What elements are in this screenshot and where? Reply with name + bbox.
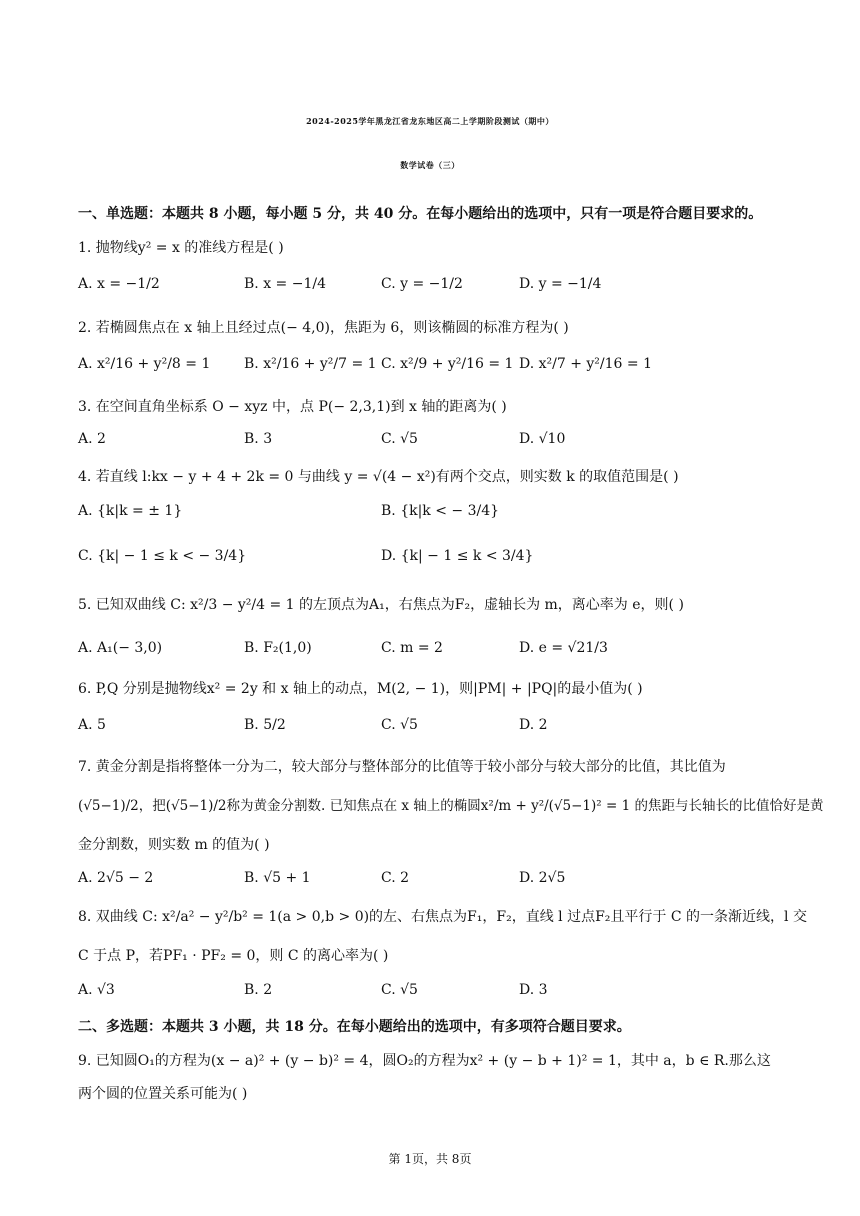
question-6-option-b: B. 5/2 (244, 717, 286, 733)
question-7-option-c: C. 2 (381, 870, 410, 886)
question-3-option-a: A. 2 (78, 431, 106, 447)
question-2-option-a: A. x²/16 + y²/8 = 1 (78, 356, 211, 372)
question-9-stem-line-1: 9. 已知圆O₁的方程为(x − a)² + (y − b)² = 4，圆O₂的方程为x² + (y − b + 1)² = 1，其中 a，b ∈ R.那么这 (78, 1053, 771, 1069)
question-5-option-b: B. F₂(1,0) (244, 640, 312, 656)
question-7-option-d: D. 2√5 (519, 870, 566, 886)
question-8-stem-line-2: C 于点 P，若PF₁ · PF₂ = 0，则 C 的离心率为( ) (78, 948, 389, 964)
section-heading-multiple-choice: 二、多选题：本题共 3 小题，共 18 分。在每小题给出的选项中，有多项符合题目要求。 (78, 1019, 631, 1035)
question-7-stem-line-1: 7. 黄金分割是指将整体一分为二，较大部分与整体部分的比值等于较小部分与较大部分的比值，其比值为 (78, 759, 726, 775)
question-7-option-a: A. 2√5 − 2 (78, 870, 154, 886)
question-7-stem-line-2: (√5−1)/2，把(√5−1)/2称为黄金分割数. 已知焦点在 x 轴上的椭圆x²/m + y²/(√5−1)² = 1 的焦距与长轴长的比值恰好是黄 (78, 798, 824, 814)
question-8-option-a: A. √3 (78, 982, 115, 998)
question-1-option-a: A. x = −1/2 (78, 276, 160, 292)
question-9-stem-line-2: 两个圆的位置关系可能为( ) (78, 1086, 248, 1102)
page-subtitle: 数学试卷（三） (400, 160, 460, 170)
question-4-option-c: C. {k| − 1 ≤ k < − 3/4} (78, 548, 247, 564)
question-4-stem: 4. 若直线 l:kx − y + 4 + 2k = 0 与曲线 y = √(4 − x²)有两个交点，则实数 k 的取值范围是( ) (78, 469, 679, 485)
question-1-stem: 1. 抛物线y² = x 的准线方程是( ) (78, 240, 284, 256)
question-8-option-b: B. 2 (244, 982, 273, 998)
page-title: 2024-2025学年黑龙江省龙东地区高二上学期阶段测试（期中） (306, 116, 554, 126)
question-6-option-d: D. 2 (519, 717, 548, 733)
question-5-option-a: A. A₁(− 3,0) (78, 640, 163, 656)
question-1-option-d: D. y = −1/4 (519, 276, 602, 292)
question-6-option-c: C. √5 (381, 717, 418, 733)
question-3-option-d: D. √10 (519, 431, 566, 447)
question-2-option-b: B. x²/16 + y²/7 = 1 (244, 356, 377, 372)
question-3-option-b: B. 3 (244, 431, 273, 447)
question-4-option-d: D. {k| − 1 ≤ k < 3/4} (381, 548, 534, 564)
question-8-option-c: C. √5 (381, 982, 418, 998)
question-2-option-d: D. x²/7 + y²/16 = 1 (519, 356, 652, 372)
question-2-stem: 2. 若椭圆焦点在 x 轴上且经过点(− 4,0)，焦距为 6，则该椭圆的标准方程为( ) (78, 320, 569, 336)
question-1-option-b: B. x = −1/4 (244, 276, 326, 292)
question-4-option-a: A. {k|k = ± 1} (78, 503, 183, 519)
question-7-option-b: B. √5 + 1 (244, 870, 311, 886)
question-5-option-c: C. m = 2 (381, 640, 443, 656)
question-3-option-c: C. √5 (381, 431, 418, 447)
question-5-option-d: D. e = √21/3 (519, 640, 608, 656)
question-6-option-a: A. 5 (78, 717, 106, 733)
question-6-stem: 6. P,Q 分别是抛物线x² = 2y 和 x 轴上的动点，M(2, − 1)，则|PM| + |PQ|的最小值为( ) (78, 681, 643, 697)
question-8-option-d: D. 3 (519, 982, 548, 998)
question-3-stem: 3. 在空间直角坐标系 O − xyz 中，点 P(− 2,3,1)到 x 轴的距离为( ) (78, 399, 507, 415)
section-heading-single-choice: 一、单选题：本题共 8 小题，每小题 5 分，共 40 分。在每小题给出的选项中，只有一项是符合题目要求的。 (78, 206, 763, 222)
question-4-option-b: B. {k|k < − 3/4} (381, 503, 500, 519)
question-1-option-c: C. y = −1/2 (381, 276, 463, 292)
question-8-stem-line-1: 8. 双曲线 C: x²/a² − y²/b² = 1(a > 0,b > 0)的左、右焦点为F₁，F₂，直线 l 过点F₂且平行于 C 的一条渐近线，l 交 (78, 909, 807, 925)
question-2-option-c: C. x²/9 + y²/16 = 1 (381, 356, 514, 372)
question-5-stem: 5. 已知双曲线 C: x²/3 − y²/4 = 1 的左顶点为A₁，右焦点为F₂，虚轴长为 m，离心率为 e，则( ) (78, 597, 684, 613)
page-footer: 第 1页，共 8页 (388, 1152, 472, 1166)
question-7-stem-line-3: 金分割数，则实数 m 的值为( ) (78, 837, 270, 853)
